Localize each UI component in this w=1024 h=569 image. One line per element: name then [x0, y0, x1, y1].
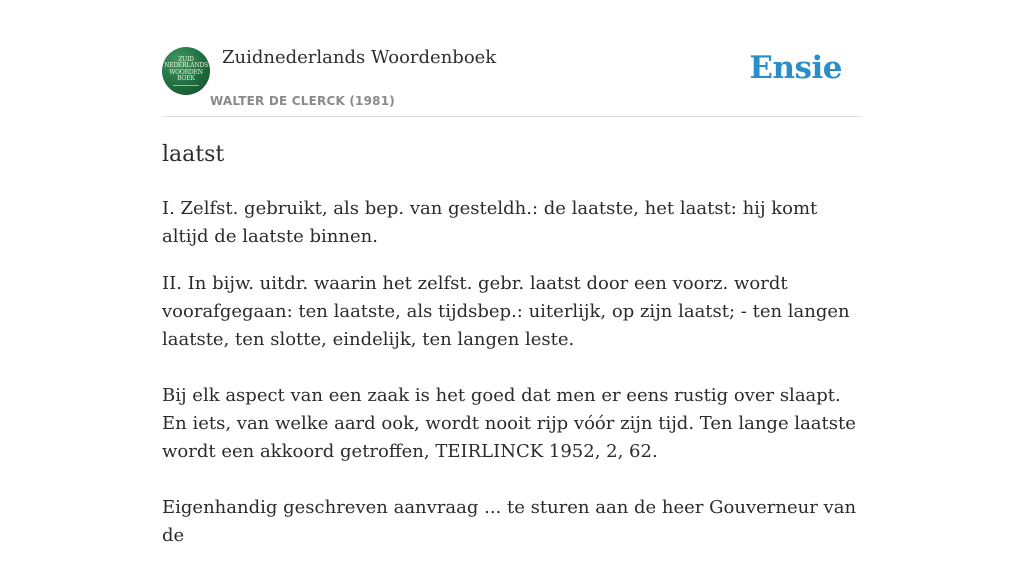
dictionary-author: WALTER DE CLERCK (1981)	[210, 94, 395, 108]
logo-rule	[173, 85, 199, 86]
logo-line: WOORDEN	[169, 68, 203, 76]
citation-paragraph: Eigenhandig geschreven aanvraag ... te sturen aan de heer Gouverneur van de	[162, 497, 857, 546]
dictionary-title[interactable]: Zuidnederlands Woordenboek	[222, 47, 497, 68]
ensie-logo-link[interactable]: Ensie	[749, 50, 842, 86]
definition-paragraph: II. In bijw. uitdr. waarin het zelfst. gebr. laatst door een voorz. wordt voorafgegaan: ten laatste, als tijdsbep.: uiterlijk, op zijn laatst; - ten langen laatste, ten slotte, eindelijk, ten langen leste.	[162, 273, 850, 350]
headword: laatst	[162, 142, 225, 167]
citation-paragraph: Bij elk aspect van een zaak is het goed dat men er eens rustig over slaapt. En iets, van welke aard ook, wordt nooit rijp vóór zijn tijd. Ten lange laatste wordt een akkoord getroffen, TEIRLINCK 1952, 2, 62.	[162, 385, 856, 462]
logo-line: ZUID	[178, 55, 194, 63]
dictionary-header	[162, 0, 862, 117]
entry-page	[162, 0, 862, 569]
logo-line: NEDERLANDS	[164, 62, 208, 69]
logo-line: BOEK	[177, 75, 195, 82]
dictionary-logo[interactable]	[162, 47, 210, 95]
definition-paragraph: I. Zelfst. gebruikt, als bep. van gesteldh.: de laatste, het laatst: hij komt altijd de laatste binnen.	[162, 198, 818, 247]
definition-body	[162, 195, 862, 550]
